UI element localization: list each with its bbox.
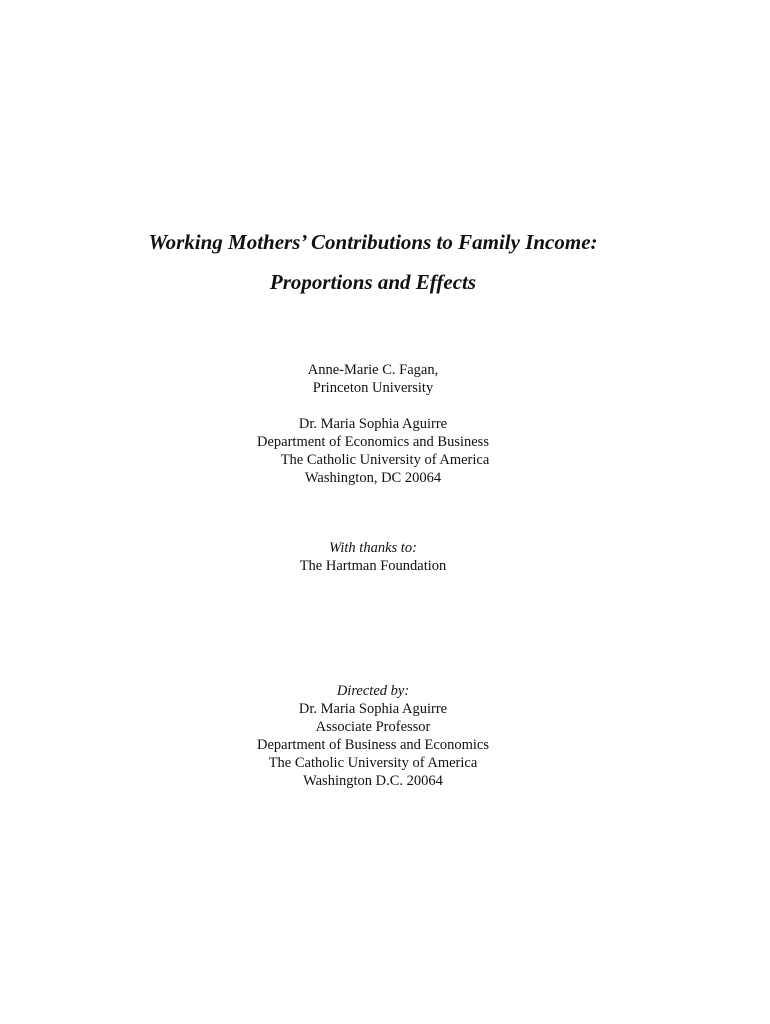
acknowledgement-block — [0, 539, 746, 575]
author1-affiliation: Princeton University — [312, 380, 434, 396]
author1-name: Anne-Marie C. Fagan, — [307, 362, 439, 378]
thanks-name: The Hartman Foundation — [299, 558, 447, 574]
document-title-line-1: Working Mothers’ Contributions to Family Income: — [148, 230, 598, 254]
author2-university: The Catholic University of America — [280, 452, 490, 468]
director-department: Department of Business and Economics — [257, 737, 489, 753]
author2-department: Department of Economics and Business — [257, 434, 489, 450]
thanks-label: With thanks to: — [329, 540, 417, 556]
author2-location: Washington, DC 20064 — [304, 470, 442, 486]
document-title-line-2: Proportions and Effects — [269, 270, 477, 294]
director-block — [0, 682, 746, 790]
directed-label: Directed by: — [336, 683, 410, 699]
director-location: Washington D.C. 20064 — [303, 773, 443, 789]
director-name: Dr. Maria Sophia Aguirre — [298, 701, 448, 717]
spacer — [0, 397, 746, 415]
director-university: The Catholic University of America — [268, 755, 478, 771]
author2-name: Dr. Maria Sophia Aguirre — [298, 416, 448, 432]
director-position: Associate Professor — [315, 719, 431, 735]
authors-block — [0, 361, 746, 487]
